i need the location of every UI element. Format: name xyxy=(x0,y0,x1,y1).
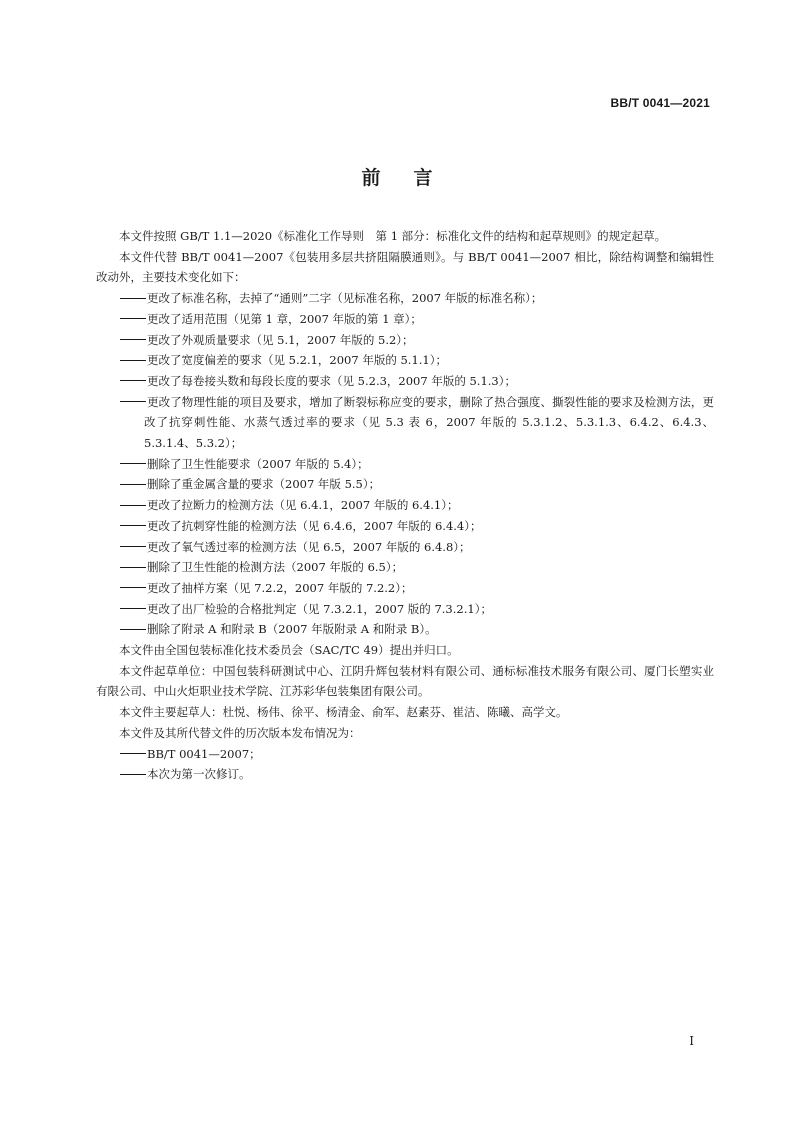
committee-paragraph: 本文件由全国包装标准化技术委员会（SAC/TC 49）提出并归口。 xyxy=(119,643,459,658)
list-item xyxy=(96,330,714,351)
dash-marker xyxy=(120,463,146,464)
dash-marker xyxy=(120,380,146,381)
drafting-units-paragraph: 本文件起草单位：中国包装科研测试中心、江阴升辉包装材料有限公司、通标标准技术服务有限公司、厦门长塑实业有限公司、中山火炬职业技术学院、江苏彩华包装集团有限公司。 xyxy=(96,663,714,699)
list-item xyxy=(96,309,714,330)
history-intro-paragraph: 本文件及其所代替文件的历次版本发布情况为： xyxy=(119,725,361,740)
dash-marker xyxy=(120,360,146,361)
dash-marker xyxy=(120,505,146,506)
list-item-text: 更改了外观质量要求（见 5.1，2007 年版的 5.2）； xyxy=(147,332,414,347)
list-item xyxy=(96,744,714,765)
list-item-text: 更改了抗刺穿性能的检测方法（见 6.4.6，2007 年版的 6.4.4）； xyxy=(147,518,482,533)
intro-paragraph: 本文件按照 GB/T 1.1—2020《标准化工作导则 第 1 部分：标准化文件的结构和起草规则》的规定起草。 xyxy=(119,229,667,243)
list-item-text: 更改了物理性能的项目及要求，增加了断裂标称应变的要求，删除了热合强度、撕裂性能的要求及检测方法，更改了抗穿刺性能、水蒸气透过率的要求（见 5.3 表 6，2007 年版的 5.3.1.2、5.3.1.3、6.4.2、6.4.3、5.3.1.4、5.3.2）； xyxy=(144,394,714,451)
list-item xyxy=(96,454,714,475)
list-item-text: 更改了每卷接头数和每段长度的要求（见 5.2.3，2007 年版的 5.1.3）； xyxy=(147,373,517,388)
list-item xyxy=(96,516,714,537)
list-item-text: 更改了出厂检验的合格批判定（见 7.3.2.1，2007 版的 7.3.2.1）； xyxy=(147,601,492,616)
list-item-text: 删除了重金属含量的要求（2007 年版 5.5）； xyxy=(147,477,381,492)
list-item-text: 更改了宽度偏差的要求（见 5.2.1，2007 年版的 5.1.1）； xyxy=(147,353,448,368)
list-item-text: 本次为第一次修订。 xyxy=(147,767,251,782)
dash-marker xyxy=(120,484,146,485)
list-item xyxy=(96,764,714,785)
list-item xyxy=(96,288,714,309)
list-item-text: 删除了卫生性能的检测方法（2007 年版的 6.5）； xyxy=(147,560,404,575)
list-item xyxy=(96,371,714,392)
page-number: I xyxy=(689,1034,694,1048)
list-item xyxy=(96,619,714,640)
dash-marker xyxy=(120,608,146,609)
drafters-paragraph: 本文件主要起草人：杜悦、杨伟、徐平、杨清金、俞军、赵素芬、崔洁、陈曦、高学文。 xyxy=(119,705,568,720)
list-item-text: BB/T 0041—2007； xyxy=(147,746,261,761)
dash-marker xyxy=(120,629,146,630)
dash-marker xyxy=(120,339,146,340)
page-title: 前言 xyxy=(361,167,466,189)
list-item-text: 更改了氧气透过率的检测方法（见 6.5，2007 年版的 6.4.8）； xyxy=(147,539,471,554)
list-item-text: 更改了拉断力的检测方法（见 6.4.1，2007 年版的 6.4.1）； xyxy=(147,498,459,513)
list-item xyxy=(96,578,714,599)
list-item-text: 更改了抽样方案（见 7.2.2，2007 年版的 7.2.2）； xyxy=(147,580,413,595)
list-item xyxy=(96,392,714,454)
list-item-text: 删除了卫生性能要求（2007 年版的 5.4）； xyxy=(147,456,369,471)
list-item xyxy=(96,599,714,620)
list-item xyxy=(96,474,714,495)
intro-paragraph: 本文件代替 BB/T 0041—2007《包装用多层共挤阻隔膜通则》。与 BB/T 0041—2007 相比，除结构调整和编辑性改动外，主要技术变化如下： xyxy=(96,249,714,285)
list-item-text: 更改了适用范围（见第 1 章，2007 年版的第 1 章）； xyxy=(147,311,422,326)
dash-marker xyxy=(120,298,146,299)
dash-marker xyxy=(120,587,146,588)
list-item-text: 删除了附录 A 和附录 B（2007 年版附录 A 和附录 B）。 xyxy=(147,622,437,637)
dash-marker xyxy=(120,318,146,319)
dash-marker xyxy=(120,774,146,775)
dash-marker xyxy=(120,525,146,526)
dash-marker xyxy=(120,546,146,547)
dash-marker xyxy=(120,401,146,402)
list-item xyxy=(96,495,714,516)
foreword-body xyxy=(96,226,714,785)
dash-marker xyxy=(120,753,146,754)
list-item xyxy=(96,557,714,578)
list-item xyxy=(96,350,714,371)
list-item-text: 更改了标准名称，去掉了“通则”二字（见标准名称，2007 年版的标准名称）； xyxy=(147,291,543,306)
changes-list xyxy=(96,288,714,640)
list-item xyxy=(96,537,714,558)
standard-code: BB/T 0041—2021 xyxy=(610,96,710,110)
history-list xyxy=(96,744,714,785)
dash-marker xyxy=(120,567,146,568)
